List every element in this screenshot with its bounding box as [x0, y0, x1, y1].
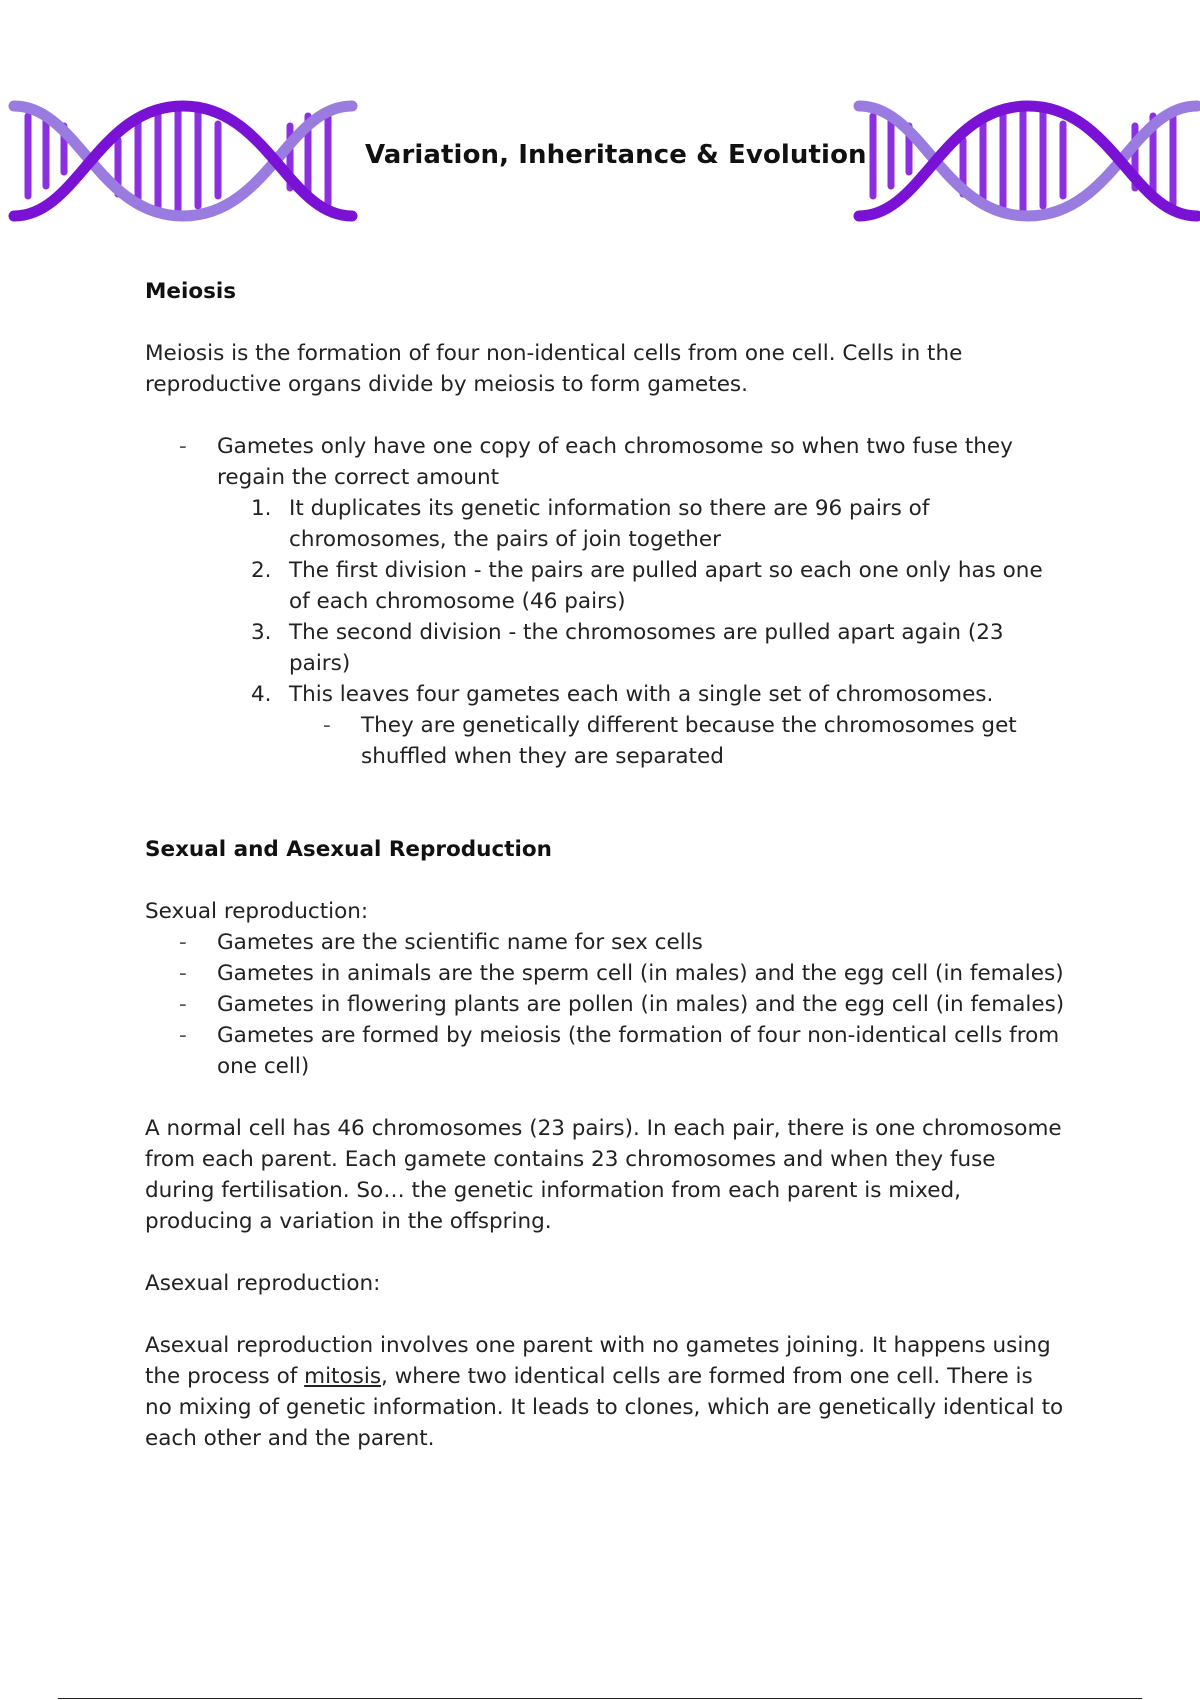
step-text: The second division - the chromosomes are pulled apart again (23 pairs)	[289, 620, 1004, 676]
step-number: 3.	[251, 620, 272, 645]
list-item	[217, 431, 1065, 772]
step-text: It duplicates its genetic information so there are 96 pairs of chromosomes, the pairs of join together	[289, 496, 930, 552]
meiosis-bullet-list	[145, 431, 1065, 772]
step-text: This leaves four gametes each with a single set of chromosomes.	[289, 682, 994, 707]
list-item: - They are genetically different because the chromosomes get shuffled when they are separated	[361, 710, 1065, 772]
asexual-text-end: , where two identical cells are formed from one cell. There is no mixing of genetic information. It leads to clones, which are genetically identical to each other and the parent.	[145, 1364, 1064, 1451]
section-heading-reproduction: Sexual and Asexual Reproduction	[145, 837, 552, 862]
normal-cell-paragraph: A normal cell has 46 chromosomes (23 pairs). In each pair, there is one chromosome from each parent. Each gamete contains 23 chromosomes and when they fuse during fertilisation. So… the genetic information from each parent is mixed, producing a variation in the offspring.	[145, 1116, 1062, 1234]
asexual-paragraph	[145, 1330, 1065, 1454]
mitosis-term: mitosis	[304, 1364, 382, 1389]
list-item	[251, 679, 1065, 772]
list-item	[251, 555, 1065, 617]
meiosis-steps	[217, 493, 1065, 772]
asexual-reproduction-label: Asexual reproduction:	[145, 1271, 381, 1296]
sexual-reproduction-label: Sexual reproduction:	[145, 899, 369, 924]
step-number: 2.	[251, 558, 272, 583]
dna-helix-icon	[853, 96, 1200, 228]
list-item	[251, 617, 1065, 679]
list-item: - Gametes are formed by meiosis (the formation of four non-identical cells from one cell)	[217, 1020, 1065, 1082]
sexual-reproduction-list	[145, 927, 1065, 1082]
meiosis-bullet-text: Gametes only have one copy of each chromosome so when two fuse they regain the correct amount	[217, 434, 1013, 490]
list-item	[251, 493, 1065, 555]
footer-divider	[58, 1698, 1142, 1699]
list-item: - Gametes in animals are the sperm cell (in males) and the egg cell (in females)	[217, 958, 1065, 989]
step-number: 1.	[251, 496, 272, 521]
document-body	[145, 276, 1065, 1454]
document-title: Variation, Inheritance & Evolution	[365, 140, 867, 170]
dna-helix-icon	[8, 96, 358, 228]
meiosis-intro: Meiosis is the formation of four non-identical cells from one cell. Cells in the reproductive organs divide by meiosis to form gametes.	[145, 341, 963, 397]
list-item: - Gametes in flowering plants are pollen (in males) and the egg cell (in females)	[217, 989, 1065, 1020]
step-sub-list	[289, 710, 1065, 772]
asexual-text-start: Asexual reproduction involves one parent with no gametes joining. It happens using the process of	[145, 1333, 1051, 1389]
section-heading-meiosis: Meiosis	[145, 279, 237, 304]
list-item: - Gametes are the scientific name for sex cells	[217, 927, 1065, 958]
step-number: 4.	[251, 682, 272, 707]
step-text: The first division - the pairs are pulled apart so each one only has one of each chromosome (46 pairs)	[289, 558, 1043, 614]
